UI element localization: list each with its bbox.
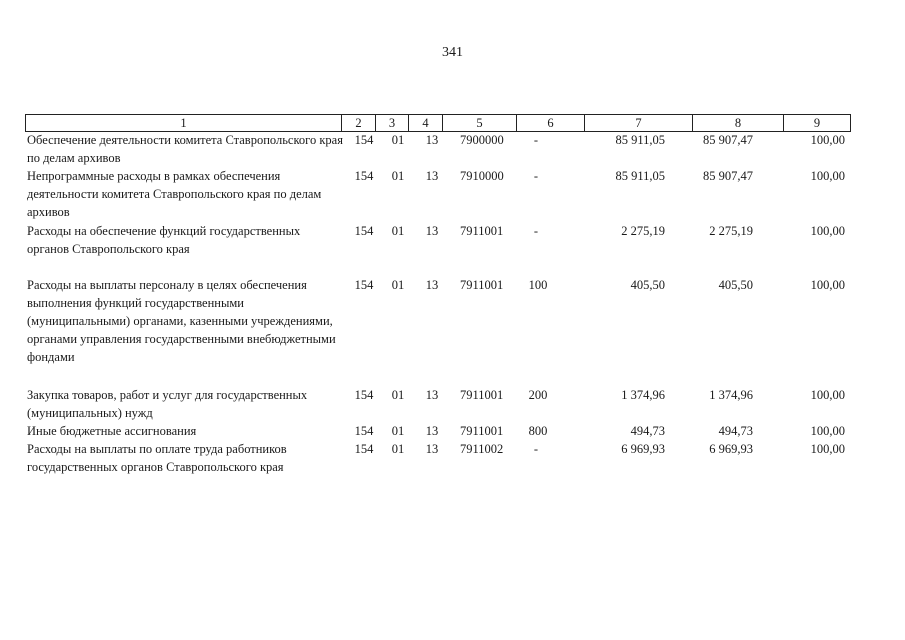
row-col-5: 7911001 <box>460 224 504 238</box>
row-description: Расходы на выплаты по оплате труда работников государственных органов Ставропольского края <box>27 442 287 474</box>
row-col-6: - <box>533 133 539 147</box>
row-col-4: 13 <box>425 424 439 438</box>
row-col-9: 100,00 <box>810 388 845 402</box>
row-col-8: 85 907,47 <box>703 169 753 183</box>
row-col-5: 7911001 <box>460 388 504 402</box>
row-col-4: 13 <box>425 224 439 238</box>
row-col-5: 7910000 <box>460 169 504 183</box>
row-col-6: - <box>533 442 539 456</box>
row-col-6: 100 <box>528 278 548 292</box>
row-col-7: 6 969,93 <box>621 442 665 456</box>
row-col-8: 2 275,19 <box>709 224 753 238</box>
header-col-4: 4 <box>408 115 442 131</box>
row-description: Обеспечение деятельности комитета Ставропольского края по делам архивов <box>27 133 343 165</box>
row-col-3: 01 <box>391 442 405 456</box>
row-col-7: 405,50 <box>630 278 665 292</box>
row-col-2: 154 <box>354 388 374 402</box>
row-col-5: 7911002 <box>460 442 504 456</box>
row-description: Расходы на обеспечение функций государственных органов Ставропольского края <box>27 224 301 256</box>
row-col-3: 01 <box>391 388 405 402</box>
row-description: Непрограммные расходы в рамках обеспечения деятельности комитета Ставропольского края по делам архивов <box>27 169 322 219</box>
row-col-5: 7911001 <box>460 424 504 438</box>
row-col-4: 13 <box>425 442 439 456</box>
row-col-6: - <box>533 169 539 183</box>
row-col-8: 494,73 <box>718 424 753 438</box>
row-col-2: 154 <box>354 224 374 238</box>
row-col-6: - <box>533 224 539 238</box>
row-col-3: 01 <box>391 424 405 438</box>
row-col-5: 7911001 <box>460 278 504 292</box>
row-description: Закупка товаров, работ и услуг для государственных (муниципальных) нужд <box>27 388 308 420</box>
row-col-5: 7900000 <box>460 133 504 147</box>
row-col-7: 85 911,05 <box>615 169 665 183</box>
row-col-2: 154 <box>354 424 374 438</box>
row-col-9: 100,00 <box>810 169 845 183</box>
row-col-2: 154 <box>354 133 374 147</box>
row-col-8: 1 374,96 <box>709 388 753 402</box>
row-col-4: 13 <box>425 278 439 292</box>
row-col-7: 1 374,96 <box>621 388 665 402</box>
row-col-2: 154 <box>354 442 374 456</box>
table-header <box>25 114 851 132</box>
row-description: Иные бюджетные ассигнования <box>27 424 197 438</box>
row-col-9: 100,00 <box>810 133 845 147</box>
row-col-9: 100,00 <box>810 278 845 292</box>
row-col-4: 13 <box>425 169 439 183</box>
row-col-9: 100,00 <box>810 442 845 456</box>
row-col-8: 405,50 <box>718 278 753 292</box>
row-col-7: 494,73 <box>630 424 665 438</box>
header-col-2: 2 <box>341 115 375 131</box>
header-col-7: 7 <box>584 115 692 131</box>
header-col-8: 8 <box>692 115 783 131</box>
row-col-6: 800 <box>528 424 548 438</box>
row-col-2: 154 <box>354 169 374 183</box>
header-col-1: 1 <box>25 115 341 131</box>
row-col-3: 01 <box>391 278 405 292</box>
row-col-3: 01 <box>391 224 405 238</box>
row-col-7: 2 275,19 <box>621 224 665 238</box>
row-col-3: 01 <box>391 169 405 183</box>
header-col-9: 9 <box>783 115 851 131</box>
page-number: 341 <box>442 45 463 60</box>
header-col-6: 6 <box>516 115 584 131</box>
row-col-4: 13 <box>425 133 439 147</box>
row-col-3: 01 <box>391 133 405 147</box>
row-col-8: 85 907,47 <box>703 133 753 147</box>
row-col-4: 13 <box>425 388 439 402</box>
row-col-6: 200 <box>528 388 548 402</box>
row-col-8: 6 969,93 <box>709 442 753 456</box>
row-col-2: 154 <box>354 278 374 292</box>
row-col-7: 85 911,05 <box>615 133 665 147</box>
row-col-9: 100,00 <box>810 424 845 438</box>
header-col-5: 5 <box>442 115 516 131</box>
row-description: Расходы на выплаты персоналу в целях обеспечения выполнения функций государственными (муниципальными) органами, казенными учреждениями, органами управления государственными внебюджетными фондами <box>27 278 336 364</box>
row-col-9: 100,00 <box>810 224 845 238</box>
header-col-3: 3 <box>375 115 408 131</box>
